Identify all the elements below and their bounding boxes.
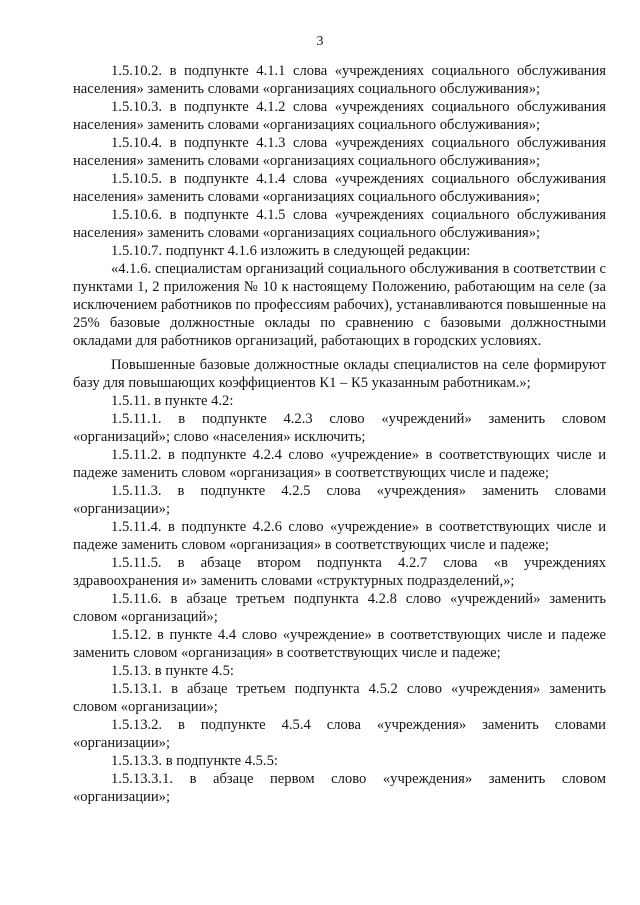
paragraph: «4.1.6. специалистам организаций социального обслуживания в соответствии с пунктами 1, 2 приложения № 10 к настоящему Положению, работающим на селе (за исключением работников по профессиям рабочих), устанавливаются повышенные на 25% базовые должностные оклады по сравнению с базовыми должностными окладами для работников организаций, работающих в городских условиях.: [73, 261, 606, 349]
paragraph: 1.5.10.6. в подпункте 4.1.5 слова «учреждениях социального обслуживания населения» заменить словами «организациях социального обслуживания»;: [73, 207, 606, 241]
paragraph: 1.5.11.1. в подпункте 4.2.3 слово «учреждений» заменить словом «организаций»; слово «населения» исключить;: [73, 411, 606, 445]
paragraph: 1.5.11.3. в подпункте 4.2.5 слова «учреждения» заменить словами «организации»;: [73, 483, 606, 517]
paragraph: 1.5.10.2. в подпункте 4.1.1 слова «учреждениях социального обслуживания населения» заменить словами «организациях социального обслуживания»;: [73, 63, 606, 97]
paragraph: 1.5.11.4. в подпункте 4.2.6 слово «учреждение» в соответствующих числе и падеже заменить словом «организация» в соответствующих числе и падеже;: [73, 519, 606, 553]
paragraph: 1.5.10.5. в подпункте 4.1.4 слова «учреждениях социального обслуживания населения» заменить словами «организациях социального обслуживания»;: [73, 171, 606, 205]
paragraph: 1.5.11.6. в абзаце третьем подпункта 4.2.8 слово «учреждений» заменить словом «организаций»;: [73, 591, 606, 625]
paragraph: 1.5.13.3.1. в абзаце первом слово «учреждения» заменить словом «организации»;: [73, 771, 606, 805]
paragraph: Повышенные базовые должностные оклады специалистов на селе формируют базу для повышающих коэффициентов К1 – К5 указанным работникам.»;: [73, 357, 606, 391]
paragraph: 1.5.10.3. в подпункте 4.1.2 слова «учреждениях социального обслуживания населения» заменить словами «организациях социального обслуживания»;: [73, 99, 606, 133]
paragraph: 1.5.12. в пункте 4.4 слово «учреждение» в соответствующих числе и падеже заменить словом «организация» в соответствующих числе и падеже;: [73, 627, 606, 661]
paragraph: 1.5.13.1. в абзаце третьем подпункта 4.5.2 слово «учреждения» заменить словом «организации»;: [73, 681, 606, 715]
paragraph: 1.5.11.5. в абзаце втором подпункта 4.2.7 слова «в учреждениях здравоохранения и» заменить словами «структурных подразделений,»;: [73, 555, 606, 589]
paragraph: 1.5.13.2. в подпункте 4.5.4 слова «учреждения» заменить словами «организации»;: [73, 717, 606, 751]
paragraph: 1.5.11. в пункте 4.2:: [111, 393, 234, 409]
paragraph: 1.5.13. в пункте 4.5:: [111, 663, 234, 679]
page-number: 3: [316, 34, 324, 49]
paragraph: 1.5.11.2. в подпункте 4.2.4 слово «учреждение» в соответствующих числе и падеже заменить словом «организация» в соответствующих числе и падеже;: [73, 447, 606, 481]
paragraph: 1.5.13.3. в подпункте 4.5.5:: [111, 753, 278, 769]
paragraph: 1.5.10.7. подпункт 4.1.6 изложить в следующей редакции:: [111, 243, 471, 259]
document-body: [73, 62, 606, 806]
paragraph: 1.5.10.4. в подпункте 4.1.3 слова «учреждениях социального обслуживания населения» заменить словами «организациях социального обслуживания»;: [73, 135, 606, 169]
